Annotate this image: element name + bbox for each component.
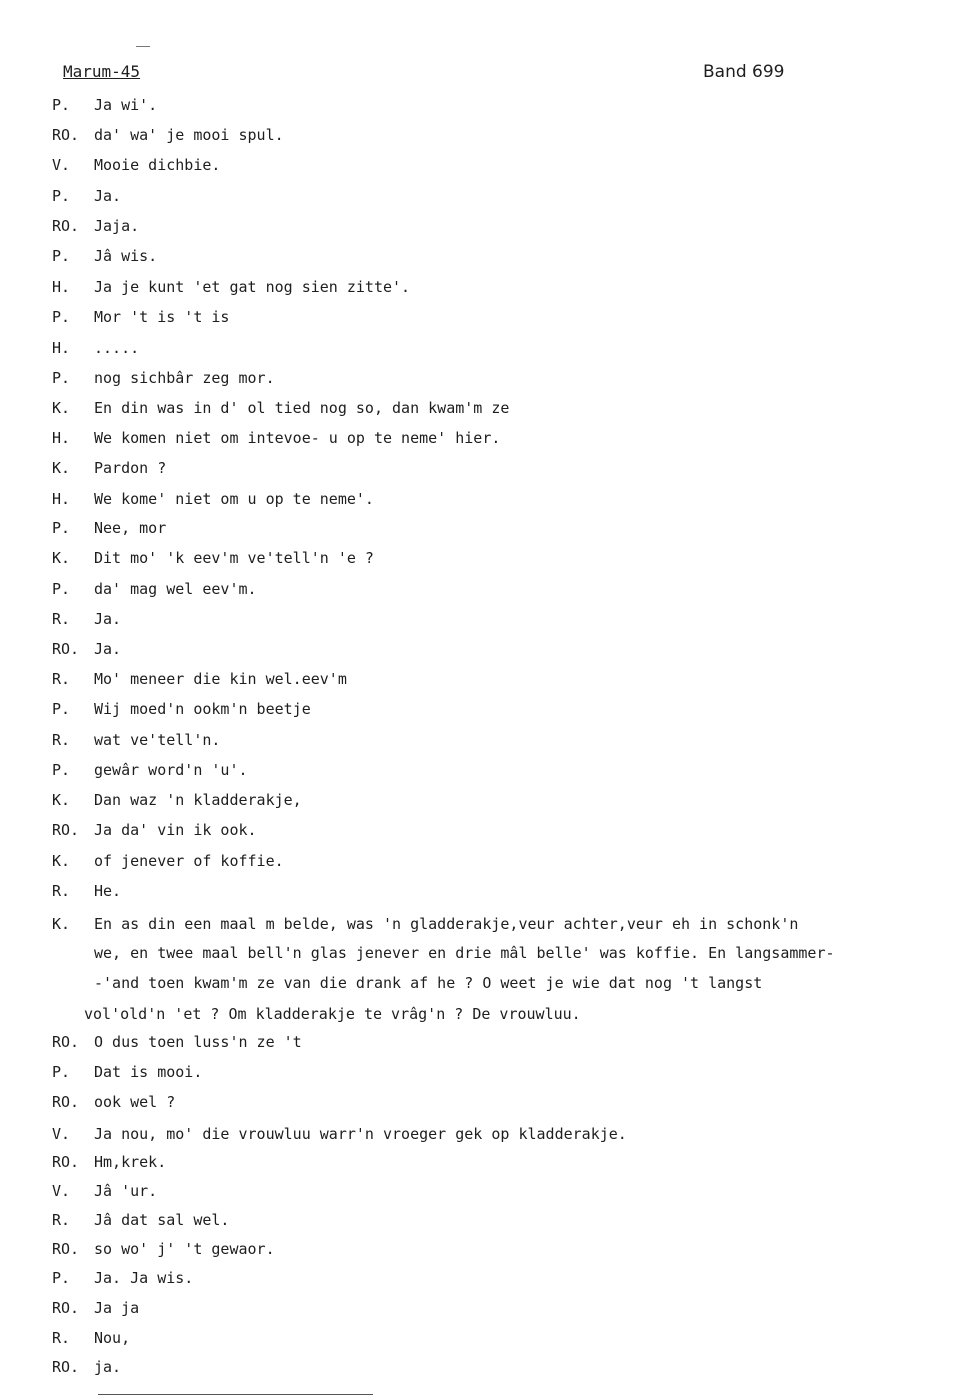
speaker-code: P. (52, 1063, 71, 1081)
transcript-line (52, 518, 962, 538)
transcript-line (52, 1062, 962, 1082)
transcript-line (52, 699, 962, 719)
speaker-code: K. (52, 459, 71, 477)
transcript-line (52, 760, 962, 780)
speaker-code: P. (52, 187, 71, 205)
speaker-code: K. (52, 549, 71, 567)
utterance-text: Mo' meneer die kin wel.eev'm (94, 670, 347, 688)
transcript-line (52, 428, 962, 448)
speaker-code: H. (52, 278, 71, 296)
speaker-code: V. (52, 1182, 71, 1200)
utterance-text: Wij moed'n ookm'n beetje (94, 700, 311, 718)
speaker-code: K. (52, 399, 71, 417)
utterance-continuation: -'and toen kwam'm ze van die drank af he ? O weet je wie dat nog 't langst (94, 974, 763, 992)
speaker-code: P. (52, 700, 71, 718)
utterance-text: Ja. (94, 610, 122, 628)
transcript-line (52, 338, 962, 358)
utterance-text: da' mag wel eev'm. (94, 580, 257, 598)
utterance-text: Ja da' vin ik ook. (94, 821, 257, 839)
transcript-line (52, 790, 962, 810)
utterance-text: Jaja. (94, 217, 140, 235)
utterance-text: Nou, (94, 1329, 131, 1347)
utterance-text: da' wa' je mooi spul. (94, 126, 284, 144)
speaker-code: H. (52, 339, 71, 357)
utterance-text: Mor 't is 't is (94, 308, 230, 326)
transcript-line (52, 1328, 962, 1348)
speaker-code: P. (52, 761, 71, 779)
transcript-line (52, 1152, 962, 1172)
transcript-line (52, 186, 962, 206)
speaker-code: RO. (52, 640, 80, 658)
speaker-code: R. (52, 1211, 71, 1229)
transcript-line (52, 1298, 962, 1318)
utterance-text: Mooie dichbie. (94, 156, 221, 174)
utterance-text: nog sichbâr zeg mor. (94, 369, 275, 387)
speaker-code: V. (52, 1125, 71, 1143)
transcript-line (52, 548, 962, 568)
transcript-line (52, 669, 962, 689)
utterance-text: Jâ dat sal wel. (94, 1211, 230, 1229)
speaker-code: H. (52, 490, 71, 508)
speaker-code: V. (52, 156, 71, 174)
speaker-code: P. (52, 308, 71, 326)
speaker-code: P. (52, 580, 71, 598)
transcript-line (52, 820, 962, 840)
transcript-line (52, 1210, 962, 1230)
utterance-text: En as din een maal m belde, was 'n gladderakje,veur achter,veur eh in schonk'n (94, 915, 799, 933)
utterance-text: Ja ja (94, 1299, 140, 1317)
transcript-line (52, 1181, 962, 1201)
transcript-line (52, 125, 962, 145)
utterance-text: We kome' niet om u op te neme'. (94, 490, 374, 508)
utterance-continuation: we, en twee maal bell'n glas jenever en drie mâl belle' was koffie. En langsammer- (94, 944, 835, 962)
utterance-text: Dat is mooi. (94, 1063, 203, 1081)
speaker-code: RO. (52, 1033, 80, 1051)
transcript-line (52, 398, 962, 418)
transcript-line (52, 216, 962, 236)
document-id: Marum-45 (63, 62, 141, 81)
speaker-code: RO. (52, 126, 80, 144)
speaker-code: RO. (52, 821, 80, 839)
speaker-code: K. (52, 915, 71, 933)
utterance-text: Dit mo' 'k eev'm ve'tell'n 'e ? (94, 549, 374, 567)
speaker-code: R. (52, 731, 71, 749)
transcript-line (52, 246, 962, 266)
transcript-line (52, 1357, 962, 1377)
top-mark (136, 46, 150, 47)
utterance-text: Dan waz 'n kladderakje, (94, 791, 302, 809)
speaker-code: R. (52, 670, 71, 688)
transcript-line (52, 639, 962, 659)
speaker-code: RO. (52, 217, 80, 235)
speaker-code: R. (52, 882, 71, 900)
transcript-line (52, 1092, 962, 1112)
utterance-text: Jâ wis. (94, 247, 158, 265)
speaker-code: RO. (52, 1299, 80, 1317)
utterance-text: En din was in d' ol tied nog so, dan kwam'm ze (94, 399, 510, 417)
speaker-code: RO. (52, 1153, 80, 1171)
utterance-text: ook wel ? (94, 1093, 176, 1111)
speaker-code: RO. (52, 1358, 80, 1376)
utterance-text: Ja nou, mo' die vrouwluu warr'n vroeger gek op kladderakje. (94, 1125, 627, 1143)
transcript-line (52, 1268, 962, 1288)
transcript-line (52, 730, 962, 750)
speaker-code: P. (52, 247, 71, 265)
speaker-code: K. (52, 791, 71, 809)
utterance-text: Nee, mor (94, 519, 167, 537)
speaker-code: P. (52, 1269, 71, 1287)
utterance-text: Ja. (94, 187, 122, 205)
utterance-continuation: vol'old'n 'et ? Om kladderakje te vrâg'n ? De vrouwluu. (84, 1005, 581, 1023)
utterance-text: so wo' j' 't gewaor. (94, 1240, 275, 1258)
speaker-code: RO. (52, 1093, 80, 1111)
utterance-text: Ja. (94, 640, 122, 658)
utterance-text: Ja je kunt 'et gat nog sien zitte'. (94, 278, 411, 296)
transcript-line (52, 95, 962, 115)
utterance-text: of jenever of koffie. (94, 852, 284, 870)
speaker-code: K. (52, 852, 71, 870)
utterance-text: Jâ 'ur. (94, 1182, 158, 1200)
transcript-line (52, 1124, 962, 1144)
band-number: Band 699 (703, 62, 785, 82)
transcript-line (52, 851, 962, 871)
transcript-line (52, 1239, 962, 1259)
utterance-text: ..... (94, 339, 140, 357)
utterance-text: He. (94, 882, 122, 900)
transcript-line (52, 307, 962, 327)
speaker-code: P. (52, 369, 71, 387)
utterance-text: gewâr word'n 'u'. (94, 761, 248, 779)
speaker-code: R. (52, 610, 71, 628)
speaker-code: R. (52, 1329, 71, 1347)
bottom-rule (98, 1394, 373, 1395)
transcript-line (52, 489, 962, 509)
transcript-line (52, 1032, 962, 1052)
utterance-text: Pardon ? (94, 459, 167, 477)
transcript-line (52, 914, 962, 934)
speaker-code: P. (52, 519, 71, 537)
utterance-text: O dus toen luss'n ze 't (94, 1033, 302, 1051)
transcript-line (52, 277, 962, 297)
transcript-line (52, 881, 962, 901)
utterance-text: Ja wi'. (94, 96, 158, 114)
transcript-line (52, 458, 962, 478)
speaker-code: H. (52, 429, 71, 447)
utterance-text: We komen niet om intevoe- u op te neme' hier. (94, 429, 501, 447)
utterance-text: ja. (94, 1358, 122, 1376)
speaker-code: RO. (52, 1240, 80, 1258)
transcript-line (52, 368, 962, 388)
transcript-line (52, 609, 962, 629)
utterance-text: wat ve'tell'n. (94, 731, 221, 749)
utterance-text: Ja. Ja wis. (94, 1269, 194, 1287)
utterance-text: Hm,krek. (94, 1153, 167, 1171)
transcript-line (52, 155, 962, 175)
transcript-line (52, 579, 962, 599)
speaker-code: P. (52, 96, 71, 114)
